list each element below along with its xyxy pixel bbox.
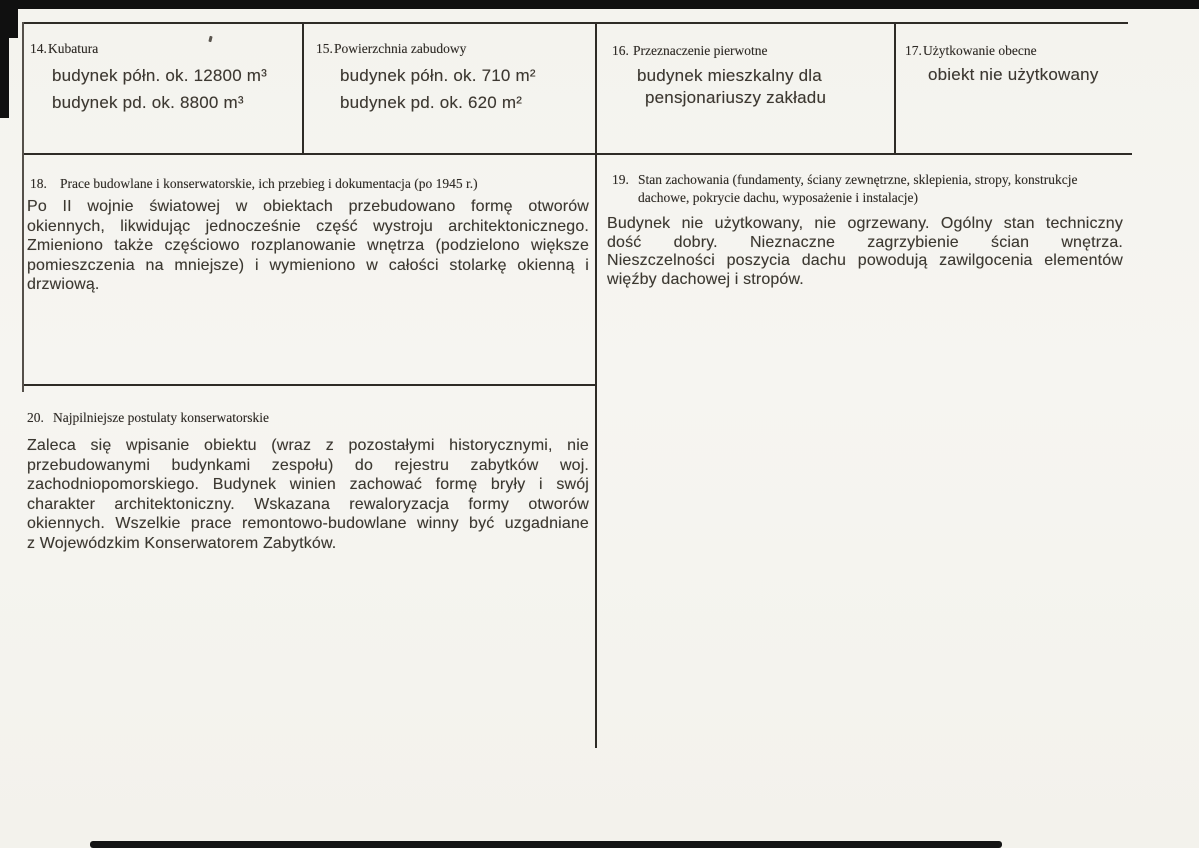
field-16-title: Przeznaczenie pierwotne (633, 43, 768, 58)
field-19-label (612, 172, 1077, 188)
field-19-text-line: dość dobry. Nieznaczne zagrzybienie ścian wnętrza. (607, 233, 1123, 251)
grid-line-center (595, 22, 597, 748)
field-15-value-line-1: budynek półn. ok. 710 m² (340, 66, 536, 85)
field-18-text-line: drzwiową. (27, 276, 100, 293)
field-18-text-line: okiennych, likwidując jednocześnie część wystroju architektonicznego. (27, 217, 589, 235)
field-17-number: 17. (905, 43, 922, 58)
field-20-text-line: Zaleca się wpisanie obiektu (wraz z pozostałymi historycznymi, nie (27, 437, 589, 454)
field-19-title-line-2: dachowe, pokrycie dachu, wyposażenie i instalacje) (638, 190, 919, 205)
field-15-value-line-2: budynek pd. ok. 620 m² (340, 93, 523, 112)
field-19-text (607, 215, 1123, 289)
grid-line-section18-bottom (22, 384, 597, 386)
field-20-text-line: zachodniopomorskiego. Budynek winien zachować formę bryły i swój (27, 476, 589, 493)
field-20-text-line: charakter architektoniczny. Wskazana rewaloryzacja formy otworów (27, 495, 589, 513)
field-15-number: 15. (316, 41, 333, 56)
field-16-value-line-1: budynek mieszkalny dla (637, 66, 822, 85)
field-20-label (27, 410, 269, 426)
field-17-value-line-1: obiekt nie użytkowany (928, 65, 1099, 84)
field-18-title: Prace budowlane i konserwatorskie, ich przebieg i dokumentacja (po 1945 r.) (60, 176, 478, 191)
field-20-text-line: przebudowanymi budynkami zespołu) do rejestru zabytków woj. (27, 456, 589, 474)
field-14-value-line-2: budynek pd. ok. 8800 m³ (52, 93, 244, 112)
grid-line-left-border (22, 22, 24, 392)
field-19-number: 19. (612, 172, 629, 187)
field-14-title: Kubatura (48, 41, 99, 56)
field-20-number: 20. (27, 410, 44, 425)
scan-edge-top (0, 0, 1199, 9)
grid-line-row1-bottom (22, 153, 1132, 155)
field-16-number: 16. (612, 43, 629, 58)
field-14-value-line-1: budynek półn. ok. 12800 m³ (52, 66, 268, 85)
scan-edge-bottom (90, 841, 1002, 848)
field-18-text-line: Po II wojnie światowej w obiektach przebudowano formę otworów (27, 198, 589, 215)
field-19-title-line-1: Stan zachowania (fundamenty, ściany zewnętrzne, sklepienia, stropy, konstrukcje (638, 172, 1078, 187)
field-19-text-line: Budynek nie użytkowany, nie ogrzewany. Ogólny stan techniczny (607, 215, 1123, 232)
field-18-text-line: pomieszczenia na mniejsze) i wymieniono w całości stolarkę okienną i (27, 256, 589, 274)
scan-speck (208, 36, 212, 43)
grid-line-col14-15 (302, 22, 304, 155)
field-15-label (316, 41, 466, 57)
grid-line-top (22, 22, 1128, 24)
field-19-text-line: Nieszczelności poszycia dachu powodują zawilgocenia elementów (607, 252, 1123, 269)
field-19-label-line-2 (638, 190, 918, 206)
field-18-text-line: Zmieniono także częściowo rozplanowanie wnętrza (podzielono większe (27, 237, 589, 254)
field-18-label (30, 176, 478, 192)
field-18-text (27, 197, 589, 295)
field-14-number: 14. (30, 41, 47, 56)
field-16-label (612, 43, 768, 59)
field-18-number: 18. (30, 176, 47, 191)
field-20-text (27, 436, 589, 553)
scan-edge-left (0, 0, 9, 118)
field-17-title: Użytkowanie obecne (923, 43, 1037, 58)
field-20-text-line: z Wojewódzkim Konserwatorem Zabytków. (27, 534, 337, 552)
field-16-value-line-2: pensjonariuszy zakładu (645, 88, 827, 107)
field-20-title: Najpilniejsze postulaty konserwatorskie (53, 410, 269, 425)
field-19-text-line: więźby dachowej i stropów. (607, 270, 804, 288)
field-17-label (905, 43, 1037, 59)
field-14-label (30, 41, 98, 57)
field-20-text-line: okiennych. Wszelkie prace remontowo-budowlane winny być uzgadniane (27, 515, 589, 532)
field-15-title: Powierzchnia zabudowy (334, 41, 467, 56)
grid-line-col16-17 (894, 22, 896, 155)
